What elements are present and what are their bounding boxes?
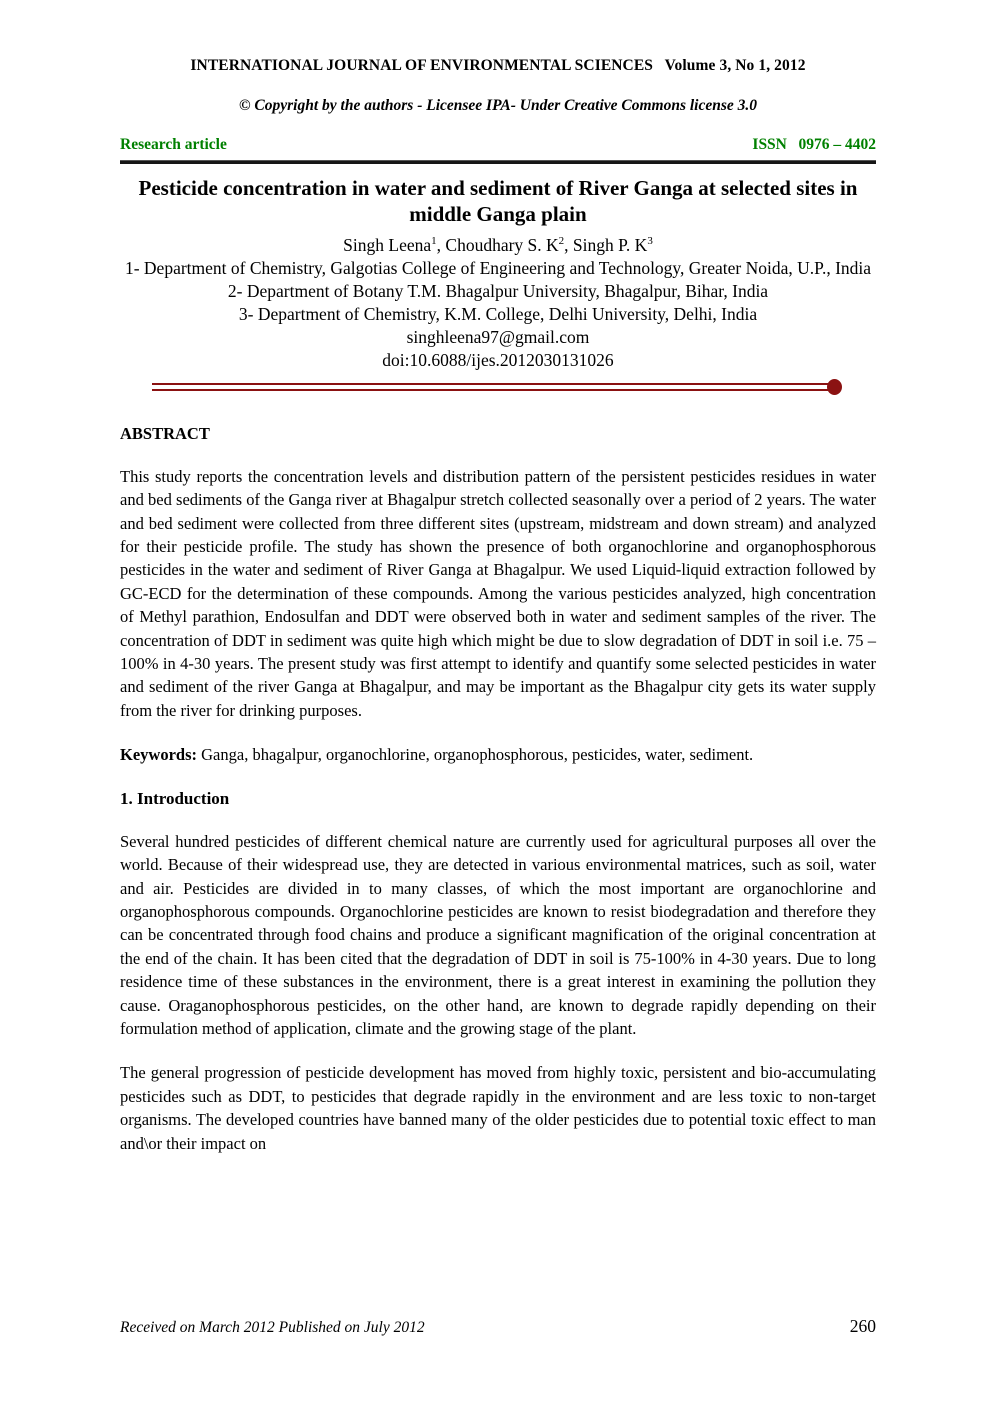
header-divider-rule — [120, 160, 876, 164]
authors-line — [120, 229, 876, 257]
author-2: Choudhary S. K — [445, 234, 559, 255]
divider-end-dot — [827, 379, 842, 395]
paper-title: Pesticide concentration in water and sediment of River Ganga at selected sites in middle Ganga plain — [138, 176, 858, 226]
copyright-line: © Copyright by the authors - Licensee IPA- Under Creative Commons license 3.0 — [238, 97, 758, 114]
affiliation-2: 2- Department of Botany T.M. Bhagalpur University, Bhagalpur, Bihar, India — [227, 280, 769, 301]
page-number: 260 — [849, 1316, 876, 1336]
author-3-superscript: 3 — [647, 235, 653, 247]
introduction-heading: 1. Introduction — [120, 788, 230, 808]
introduction-paragraph-2: The general progression of pesticide development has moved from highly toxic, persistent and bio-accumulating pesticides such as DDT, to pesticides that degrade rapidly in the environment and are less toxic to non-target organisms. The developed countries have banned many of the older pesticides due to potential toxic effect to man and\or their impact on — [120, 1063, 876, 1153]
author-1: Singh Leena — [343, 234, 432, 255]
contact-email: singhleena97@gmail.com — [406, 326, 590, 347]
author-1-superscript: 1 — [431, 235, 437, 247]
author-separator: , — [436, 234, 446, 255]
article-type-label: Research article — [120, 136, 227, 153]
page-content — [120, 0, 876, 1155]
article-type-row — [120, 136, 876, 154]
abstract-heading: ABSTRACT — [120, 423, 210, 443]
author-2-superscript: 2 — [558, 235, 565, 247]
received-published-note: Received on March 2012 Published on July 2012 — [120, 1319, 425, 1336]
issn-label: ISSN 0976 – 4402 — [752, 136, 876, 153]
affiliation-1: 1- Department of Chemistry, Galgotias College of Engineering and Technology, Greater Noida, U.P., India — [124, 257, 872, 278]
journal-header: INTERNATIONAL JOURNAL OF ENVIRONMENTAL SCIENCES Volume 3, No 1, 2012 — [190, 57, 806, 74]
introduction-paragraph-1: Several hundred pesticides of different chemical nature are currently used for agricultural purposes all over the world. Because of their widespread use, they are detected in various environmental matrices, such as soil, water and air. Pesticides are divided in to many classes, of which the most important are organochlorine and organophosphorous compounds. Organochlorine pesticides are known to resist biodegradation and therefore they can be concentrated through food chains and produce a significant magnification of the original concentration at the end of the chain. It has been cited that the degradation of DDT in soil is 75-100% in 4-30 years. Due to long residence time of these substances in the environment, there is a great interest in examining the pollution they cause. Oraganophosphorous pesticides, on the other hand, are known to degrade rapidly depending on their formulation method of application, climate and the growing stage of the plant. — [120, 831, 876, 1038]
author-3: Singh P. K — [572, 234, 648, 255]
keywords-label: Keywords: — [120, 745, 197, 765]
affiliation-3: 3- Department of Chemistry, K.M. College, Delhi University, Delhi, India — [238, 303, 758, 324]
abstract-paragraph: This study reports the concentration levels and distribution pattern of the persistent pesticides residues in water and bed sediments of the Ganga river at Bhagalpur stretch collected seasonally over a period of 2 years. The water and bed sediment were collected from three different sites (upstream, midstream and down stream) and analyzed for their pesticide profile. The study has shown the presence of both organochlorine and organophosphorous pesticides in the water and sediment of River Ganga at Bhagalpur. We used Liquid-liquid extraction followed by GC-ECD for the determination of these compounds. Among the various pesticides analyzed, high concentration of Methyl parathion, Endosulfan and DDT were observed both in water and sediment samples of the river. The concentration of DDT in sediment was quite high which might be due to slow degradation of DDT in soil i.e. 75 – 100% in 4-30 years. The present study was first attempt to identify and quantify some selected pesticides in water and sediment of the river Ganga at Bhagalpur, and may be important as the Bhagalpur city gets its water supply from the river for drinking purposes. — [120, 466, 876, 720]
section-divider-rule — [152, 383, 834, 391]
keywords-text: Ganga, bhagalpur, organochlorine, organophosphorous, pesticides, water, sediment. — [197, 745, 754, 765]
doi-line: doi:10.6088/ijes.2012030131026 — [382, 349, 614, 370]
affiliations-block — [120, 257, 876, 372]
page-footer — [120, 1316, 876, 1337]
author-separator: , — [564, 234, 573, 255]
keywords-paragraph — [120, 743, 876, 766]
